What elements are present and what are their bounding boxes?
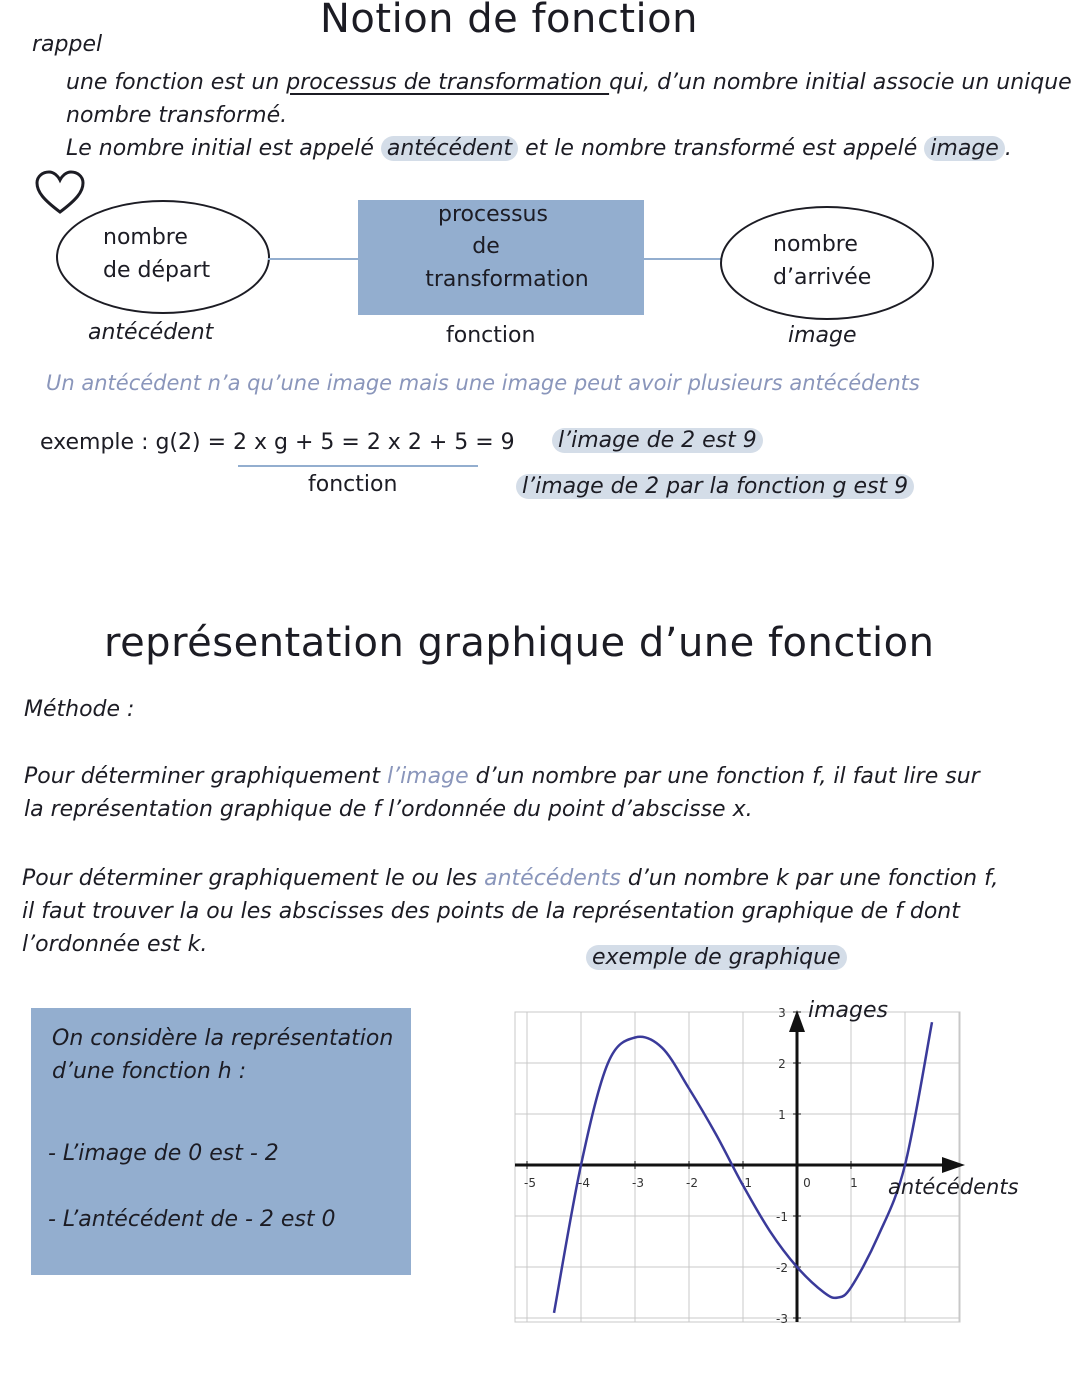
end-label-line-1: nombre <box>773 232 858 257</box>
paragraph-text: d’un nombre k par une fonction f, <box>620 866 999 891</box>
label-image: image <box>788 323 857 348</box>
x-tick-label: -5 <box>524 1176 536 1190</box>
start-label-line-1: nombre <box>103 225 188 250</box>
method-paragraph-2-line-1 <box>22 866 998 891</box>
process-line-1: processus <box>438 202 548 227</box>
function-graph <box>500 1000 1040 1340</box>
graph-example-label: exemple de graphique <box>586 945 847 970</box>
example-bubble-2: l’image de 2 par la fonction g est 9 <box>516 474 914 499</box>
start-number-oval <box>56 200 270 314</box>
graph-axis-labels <box>808 1000 1019 1199</box>
info-box-line-1: On considère la représentation <box>52 1026 394 1051</box>
method-paragraph-2-line-3: l’ordonnée est k. <box>22 932 208 957</box>
method-paragraph-1-line-1 <box>24 764 980 789</box>
example-prefix: exemple : <box>40 430 156 455</box>
y-tick-label: -3 <box>776 1312 788 1326</box>
y-tick-label: 2 <box>778 1057 786 1071</box>
example-bubble-1: l’image de 2 est 9 <box>552 428 763 453</box>
end-label-line-2: d’arrivée <box>773 265 872 290</box>
heart-icon <box>34 170 86 216</box>
definition-line-1 <box>66 70 1072 95</box>
definition-text: qui, d’un nombre initial associe un unique <box>609 70 1072 95</box>
term-image-soft: l’image <box>386 764 469 789</box>
y-axis-label: images <box>808 1000 888 1024</box>
x-tick-label: -2 <box>686 1176 698 1190</box>
y-tick-label: 3 <box>778 1006 786 1020</box>
method-paragraph-1-line-2: la représentation graphique de f l’ordonnée du point d’abscisse x. <box>24 797 753 822</box>
paragraph-text: Pour déterminer graphiquement <box>24 764 387 789</box>
example-under-label: fonction <box>308 472 398 497</box>
end-number-oval <box>720 206 934 320</box>
term-image: image <box>924 136 1005 161</box>
definition-line-2: nombre transformé. <box>66 103 288 128</box>
connector-line-right <box>644 258 722 260</box>
graph-axes <box>515 1010 965 1322</box>
y-tick-label: 1 <box>778 1108 786 1122</box>
paragraph-text: d’un nombre par une fonction f, il faut lire sur <box>468 764 980 789</box>
definition-text: Le nombre initial est appelé <box>66 136 381 161</box>
y-tick-label: -1 <box>776 1210 788 1224</box>
formula-underline <box>238 465 478 467</box>
definition-text: une fonction est un <box>66 70 287 95</box>
x-tick-label: -1 <box>740 1176 752 1190</box>
paragraph-text: Pour déterminer graphiquement le ou les <box>22 866 485 891</box>
page-title: Notion de fonction <box>320 0 698 42</box>
x-axis-label: antécédents <box>888 1175 1019 1199</box>
section-title: représentation graphique d’une fonction <box>104 620 935 666</box>
label-fonction: fonction <box>446 323 536 348</box>
y-tick-label: -2 <box>776 1261 788 1275</box>
example-line <box>40 430 515 455</box>
x-tick-label: -4 <box>578 1176 590 1190</box>
section-label-rappel: rappel <box>32 32 103 57</box>
definition-line-3 <box>66 136 1012 161</box>
start-label-line-2: de départ <box>103 258 211 283</box>
method-paragraph-2-line-2: il faut trouver la ou les abscisses des points de la représentation graphique de f dont <box>22 899 960 924</box>
definition-text: et le nombre transformé est appelé <box>518 136 925 161</box>
process-line-2: de <box>472 234 500 259</box>
term-antecedent: antécédent <box>381 136 518 161</box>
info-box-line-2: d’une fonction h : <box>52 1059 247 1084</box>
info-box-item-2: - L’antécédent de - 2 est 0 <box>48 1207 336 1232</box>
note-text: Un antécédent n’a qu’une image mais une image peut avoir plusieurs antécédents <box>46 371 920 395</box>
label-antecedent: antécédent <box>88 320 214 345</box>
x-tick-label: -3 <box>632 1176 644 1190</box>
method-label: Méthode : <box>24 697 135 722</box>
y-axis-arrow <box>789 1010 805 1032</box>
term-antecedents-soft: antécédents <box>484 866 621 891</box>
example-formula: g(2) = 2 x g + 5 = 2 x 2 + 5 = 9 <box>155 430 515 455</box>
definition-text: . <box>1004 136 1012 161</box>
connector-line-left <box>268 258 358 260</box>
info-box-item-1: - L’image de 0 est - 2 <box>48 1141 279 1166</box>
x-tick-label: 0 <box>803 1176 811 1190</box>
x-axis-arrow <box>942 1157 965 1173</box>
x-tick-label: 1 <box>850 1176 858 1190</box>
term-processus: processus de transformation <box>286 70 610 95</box>
process-line-3: transformation <box>425 267 589 292</box>
